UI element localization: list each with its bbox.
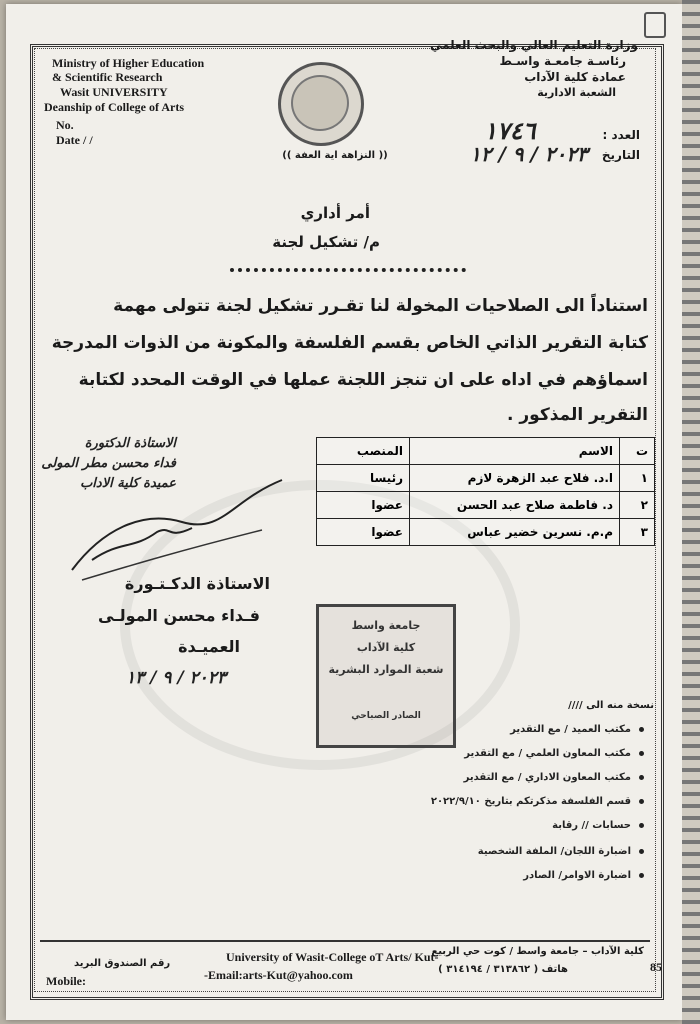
- list-item: مكتب المعاون العلمي / مع التقدير: [464, 748, 644, 759]
- footer-pobox: رقم الصندوق البريد: [74, 958, 171, 969]
- signatory-role: العميـدة: [178, 637, 240, 656]
- row-name: د. فاطمة صلاح عبد الحسن: [410, 492, 620, 519]
- signatory-date: ٢٠٢٣ / ٩ / ١٣: [126, 668, 227, 688]
- list-item: اضبارة اللجان/ الملفة الشخصية: [478, 846, 644, 857]
- footer-ar-address: كلية الآداب – جامعة واسط / كوت حي الربيع: [431, 946, 644, 957]
- table-row: [317, 492, 655, 519]
- page-number: 85: [650, 960, 662, 974]
- row-role: رئيسا: [317, 465, 410, 492]
- order-subject: م/ تشكيل لجنة: [272, 233, 380, 251]
- corner-mark: [644, 12, 666, 38]
- stamp-line-4: الصادر الصباحي: [351, 711, 421, 721]
- header-en-ministry: Ministry of Higher Education: [52, 56, 205, 70]
- stamp-line-1: جامعة واسط: [351, 619, 421, 632]
- date-label: التاريخ: [601, 148, 640, 162]
- col-header-role: المنصب: [317, 438, 410, 465]
- header-ar-admin: الشعبة الادارية: [537, 86, 616, 99]
- col-header-no: ت: [620, 438, 655, 465]
- row-no: ١: [620, 465, 655, 492]
- table-row: [317, 519, 655, 546]
- university-logo: [278, 62, 364, 146]
- stamp-line-3: شعبة الموارد البشرية: [328, 663, 444, 676]
- row-role: عضوا: [317, 519, 410, 546]
- handnote-line-1: الاستاذة الدكتورة: [84, 436, 176, 451]
- binder-spine: [682, 0, 700, 1024]
- header-ar-deanship: عمادة كلية الآداب: [524, 70, 626, 84]
- row-no: ٣: [620, 519, 655, 546]
- footer-ar-phone: هاتف ( ٣١٣٨٦٢ / ٣١٤١٩٤ ): [438, 964, 568, 975]
- header-en-no: No.: [56, 118, 74, 132]
- handnote-line-2: فداء محسن مطر المولى: [41, 456, 176, 471]
- col-header-name: الاسم: [410, 438, 620, 465]
- paragraph-line-2: كتابة التقرير الذاتي الخاص بقسم الفلسفة والمكونة من الذوات المدرجة: [51, 333, 648, 353]
- list-item: مكتب العميد / مع التقدير: [510, 724, 644, 735]
- signatory-name: فـداء محسن المولـى: [97, 606, 260, 625]
- paragraph-line-4: التقرير المذكور .: [507, 405, 648, 425]
- header-ar-ministry: وزارة التعليم العالي والبحث العلمي: [429, 38, 638, 52]
- footer-en-email: -Email:arts-Kut@yahoo.com: [204, 968, 353, 982]
- motto: (( النزاهة اية العفة )): [282, 150, 388, 161]
- row-role: عضوا: [317, 492, 410, 519]
- committee-table: [316, 437, 655, 546]
- header-en-university: Wasit UNIVERSITY: [60, 85, 168, 99]
- list-item: مكتب المعاون الاداري / مع التقدير: [464, 772, 644, 783]
- list-item: حسابات // رقابة: [552, 820, 644, 831]
- list-item: اضبارة الاوامر/ الصادر: [523, 870, 644, 881]
- handnote-line-3: عميدة كلية الاداب: [80, 476, 176, 491]
- order-title: أمر أداري: [300, 204, 370, 222]
- paragraph-line-1: استناداً الى الصلاحيات المخولة لنا تقـرر تشكيل لجنة تتولى مهمة: [113, 296, 648, 316]
- committee-header-row: [317, 438, 655, 465]
- date-value: ٢٠٢٣ / ٩ / ١٢: [470, 142, 588, 166]
- footer-en-address: University of Wasit-College oT Arts/ Kut-: [226, 950, 439, 964]
- signatory-title: الاستاذة الدكـتـورة: [124, 574, 270, 593]
- header-en-deanship: Deanship of College of Arts: [44, 100, 184, 114]
- paragraph-line-3: اسماؤهم في اداه على ان تنجز اللجنة عملها في الوقت المحدد لكتابة: [78, 370, 648, 390]
- header-en-date: Date / /: [56, 133, 93, 147]
- footer-divider: [40, 940, 650, 942]
- row-name: م.م. نسرين خضير عباس: [410, 519, 620, 546]
- list-item: قسم الفلسفة مذكرتكم بتاريخ ٢٠٢٢/٩/١٠: [431, 796, 644, 807]
- copies-heading: نسخة منه الى ////: [568, 700, 654, 711]
- row-name: ا.د. فلاح عبد الزهرة لازم: [410, 465, 620, 492]
- number-label: العدد :: [602, 128, 640, 142]
- header-en-research: & Scientific Research: [52, 70, 163, 84]
- signature: [62, 470, 292, 590]
- footer-mobile: Mobile:: [46, 974, 86, 988]
- row-no: ٢: [620, 492, 655, 519]
- official-stamp: [316, 604, 456, 748]
- stamp-line-2: كلية الآداب: [356, 641, 416, 654]
- number-value: ١٧٤٦: [484, 116, 536, 145]
- table-row: [317, 465, 655, 492]
- header-ar-university: رئاسـة جامعـة واسـط: [499, 54, 626, 68]
- title-divider: [230, 268, 466, 272]
